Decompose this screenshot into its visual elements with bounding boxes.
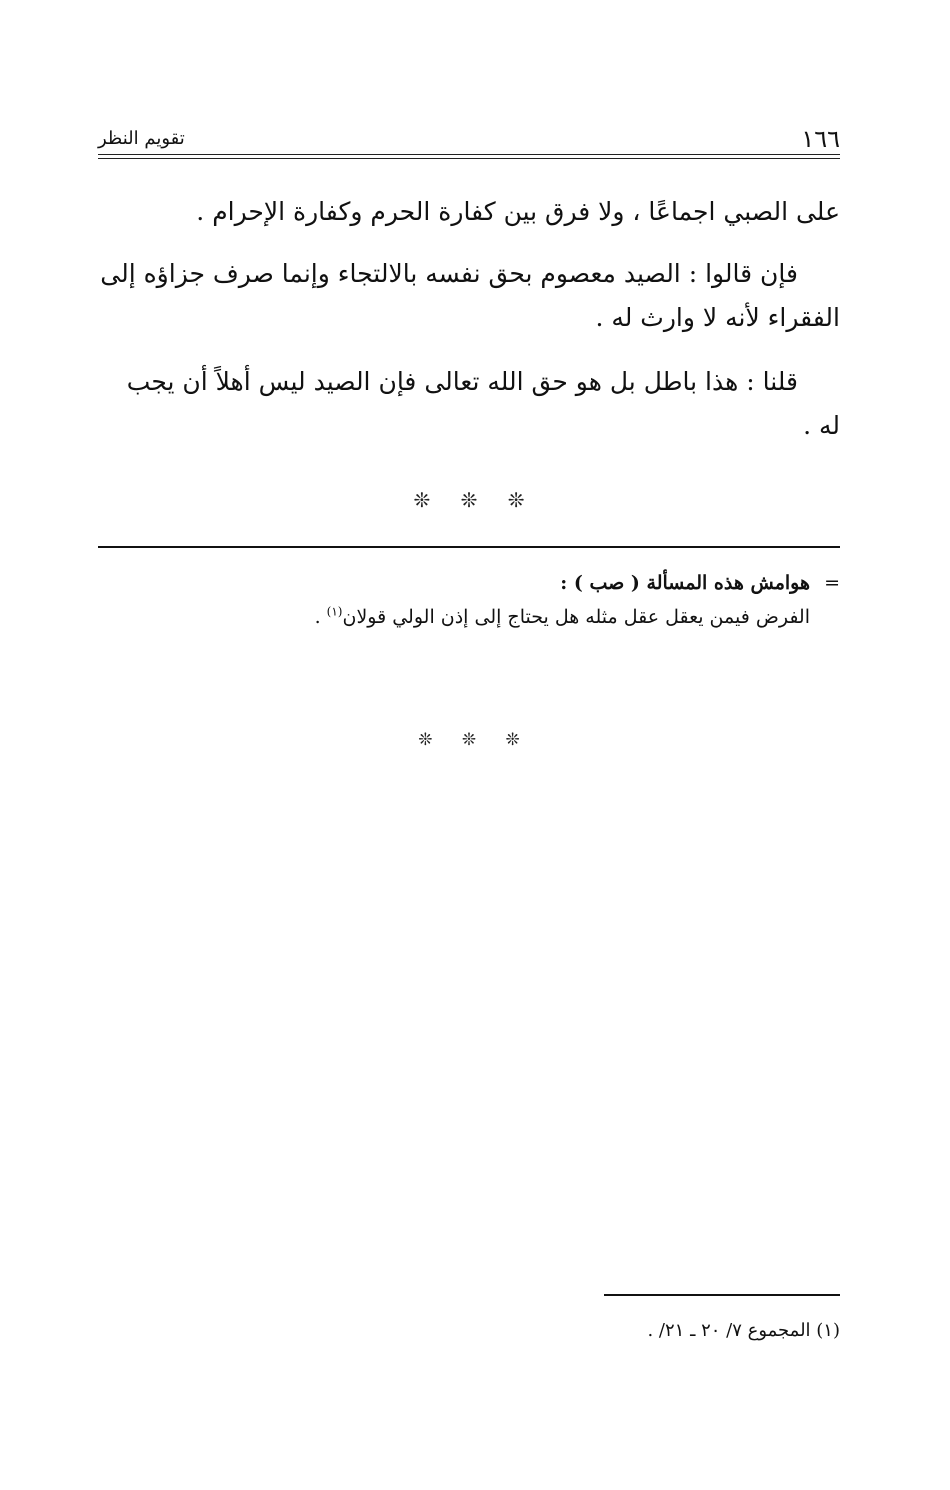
body-paragraph xyxy=(98,360,840,448)
body-paragraph xyxy=(98,252,840,340)
page-number: ١٦٦ xyxy=(801,125,840,153)
marginalia-end: . xyxy=(314,606,327,628)
marginalia-title: هوامش هذه المسألة ( صب ) : xyxy=(560,572,810,594)
footnote: (١) المجموع ٧/ ٢٠ ـ ٢١/ . xyxy=(647,1320,840,1341)
page-header xyxy=(98,125,840,153)
header-rule xyxy=(98,154,840,155)
paragraph-text: على الصبي اجماعًا ، ولا فرق بين كفارة الحرم وكفارة الإحرام . xyxy=(196,197,840,226)
marginalia-rule xyxy=(98,546,840,548)
footnote-rule xyxy=(604,1294,840,1296)
marginalia-separator: ❊ ❊ ❊ xyxy=(418,730,532,750)
marginalia-marker: = xyxy=(824,572,840,594)
footnote-reference[interactable]: (١) xyxy=(326,604,343,619)
marginalia-heading xyxy=(160,566,840,600)
running-title: تقويم النظر xyxy=(98,128,185,149)
paragraph-text: فإن قالوا : الصيد معصوم بحق نفسه بالالتجاء وإنما صرف جزاؤه إلى الفقراء لأنه لا وارث له . xyxy=(100,259,840,332)
body-paragraph xyxy=(98,190,840,234)
marginalia-block xyxy=(160,566,840,634)
paragraph-text: قلنا : هذا باطل بل هو حق الله تعالى فإن الصيد ليس أهلاً أن يجب له . xyxy=(126,367,840,440)
marginalia-text-line xyxy=(160,600,840,634)
header-rule-double xyxy=(98,158,840,159)
section-separator: ❊ ❊ ❊ xyxy=(413,488,537,512)
marginalia-text: الفرض فيمن يعقل عقل مثله هل يحتاج إلى إذن الولي قولان xyxy=(342,606,810,628)
